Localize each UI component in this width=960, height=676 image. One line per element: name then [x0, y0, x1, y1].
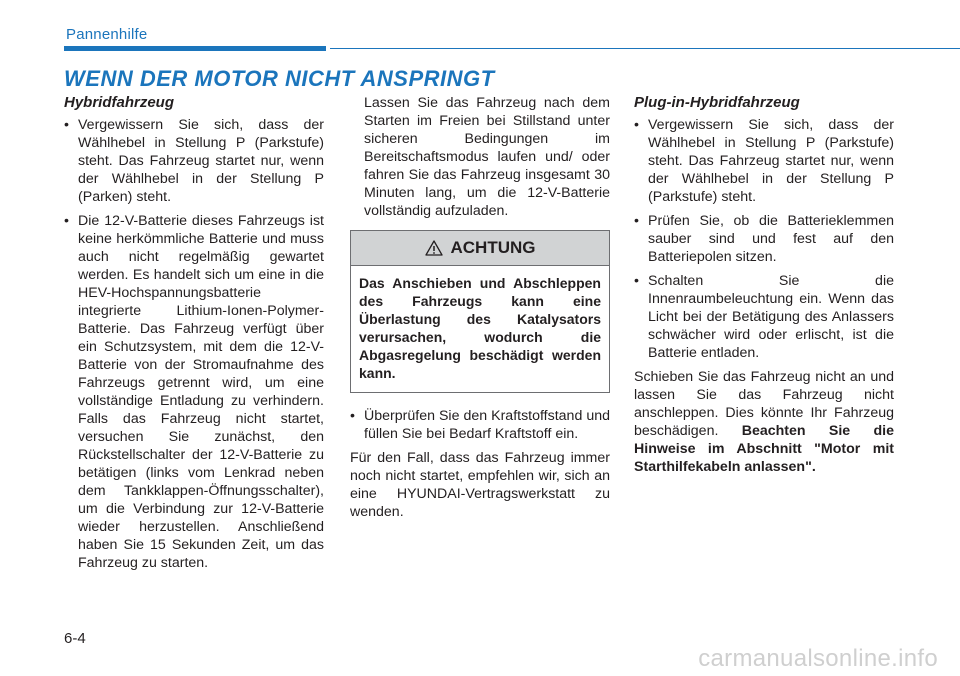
list-item: • Schalten Sie die Innenraumbeleuchtung ein. Wenn das Licht bei der Betätigung des Anlassers schwächer wird oder erlischt, ist die Batterie entladen. — [634, 273, 894, 361]
caution-box — [350, 230, 610, 393]
bullet-list-hybrid — [64, 116, 324, 572]
paragraph-workshop: Für den Fall, dass das Fahrzeug immer noch nicht startet, empfehlen wir, sich an eine HYUNDAI-Vertragswerkstatt zu wenden. — [350, 450, 610, 520]
subhead-hybrid: Hybridfahrzeug — [64, 94, 175, 111]
section-label: Pannenhilfe — [66, 26, 148, 43]
continued-text: Lassen Sie das Fahrzeug nach dem Starten im Freien bei Stillstand unter sicheren Bedingungen im Bereitschaftsmodus laufen und/ oder fahren Sie das Fahrzeug insgesamt 30 Minuten lang, um die 12-V-Batterie vollständig aufzuladen. — [364, 95, 610, 219]
column-2 — [350, 94, 610, 527]
paragraph-reference: Beachten Sie die Hinweise im Abschnitt "Motor mit Starthilfekabeln anlassen". — [634, 423, 894, 475]
caution-header — [351, 231, 609, 266]
caution-title: ACHTUNG — [450, 238, 536, 257]
bullet-list-plugin — [634, 116, 894, 362]
list-item: • Vergewissern Sie sich, dass der Wählhebel in Stellung P (Parkstufe) steht. Das Fahrzeug startet nur, wenn der Wählhebel in der Stellung P (Parkstufe) steht. — [634, 117, 894, 205]
page-title: WENN DER MOTOR NICHT ANSPRINGT — [64, 66, 495, 91]
list-item: • Die 12-V-Batterie dieses Fahrzeugs ist keine herkömmliche Batterie und muss auch nicht regelmäßig gewartet werden. Es handelt sich um eine in die HEV-Hochspannungsbatterie integrierte Lithium-Ionen-Polymer-Batterie. Das Fahrzeug verfügt über ein Schutzsystem, mit dem die 12-V-Batterie von der Stromaufnahme des Fahrzeugs getrennt wird, um eine vollständige Entladung zu verhindern. Falls das Fahrzeug nicht startet, versuchen Sie zunächst, den Rückstellschalter der 12-V-Batterie zu betätigen (links vom Lenkrad neben dem Tankklappen-Öffnungsschalter), um die Verbindung zur 12-V-Batterie wieder herzustellen. Anschließend haben Sie 15 Sekunden Zeit, um das Fahrzeug zu starten. — [64, 213, 324, 571]
paragraph-no-push-start: Schieben Sie das Fahrzeug nicht an und lassen Sie das Fahrzeug nicht anschleppen. Dies könnte Ihr Fahrzeug beschädigen. Beachten Sie die Hinweise im Abschnitt "Motor mit Starthilfekabeln anlassen". — [634, 369, 894, 475]
caution-text: Das Anschieben und Abschleppen des Fahrzeugs kann eine Überlastung des Katalysators verursachen, wodurch die Abgasregelung beschädigt werden kann. — [359, 275, 601, 381]
header-rule-thin — [330, 48, 960, 49]
list-item: • Vergewissern Sie sich, dass der Wählhebel in Stellung P (Parkstufe) steht. Das Fahrzeug startet nur, wenn der Wählhebel in der Stellung P (Parken) steht. — [64, 117, 324, 205]
page-number: 6-4 — [64, 630, 86, 647]
header-rule-thick — [64, 46, 326, 51]
list-item: • Überprüfen Sie den Kraftstoffstand und füllen Sie bei Bedarf Kraftstoff ein. — [350, 408, 610, 442]
bullet-list-fuel — [350, 407, 610, 443]
list-item: • Prüfen Sie, ob die Batterieklemmen sauber sind und fest auf den Batteriepolen sitzen. — [634, 213, 894, 265]
subhead-plugin-hybrid: Plug-in-Hybridfahrzeug — [634, 94, 800, 111]
watermark: carmanualsonline.info — [698, 645, 938, 672]
warning-triangle-icon — [425, 240, 443, 256]
column-3 — [634, 94, 894, 482]
column-1 — [64, 94, 324, 578]
